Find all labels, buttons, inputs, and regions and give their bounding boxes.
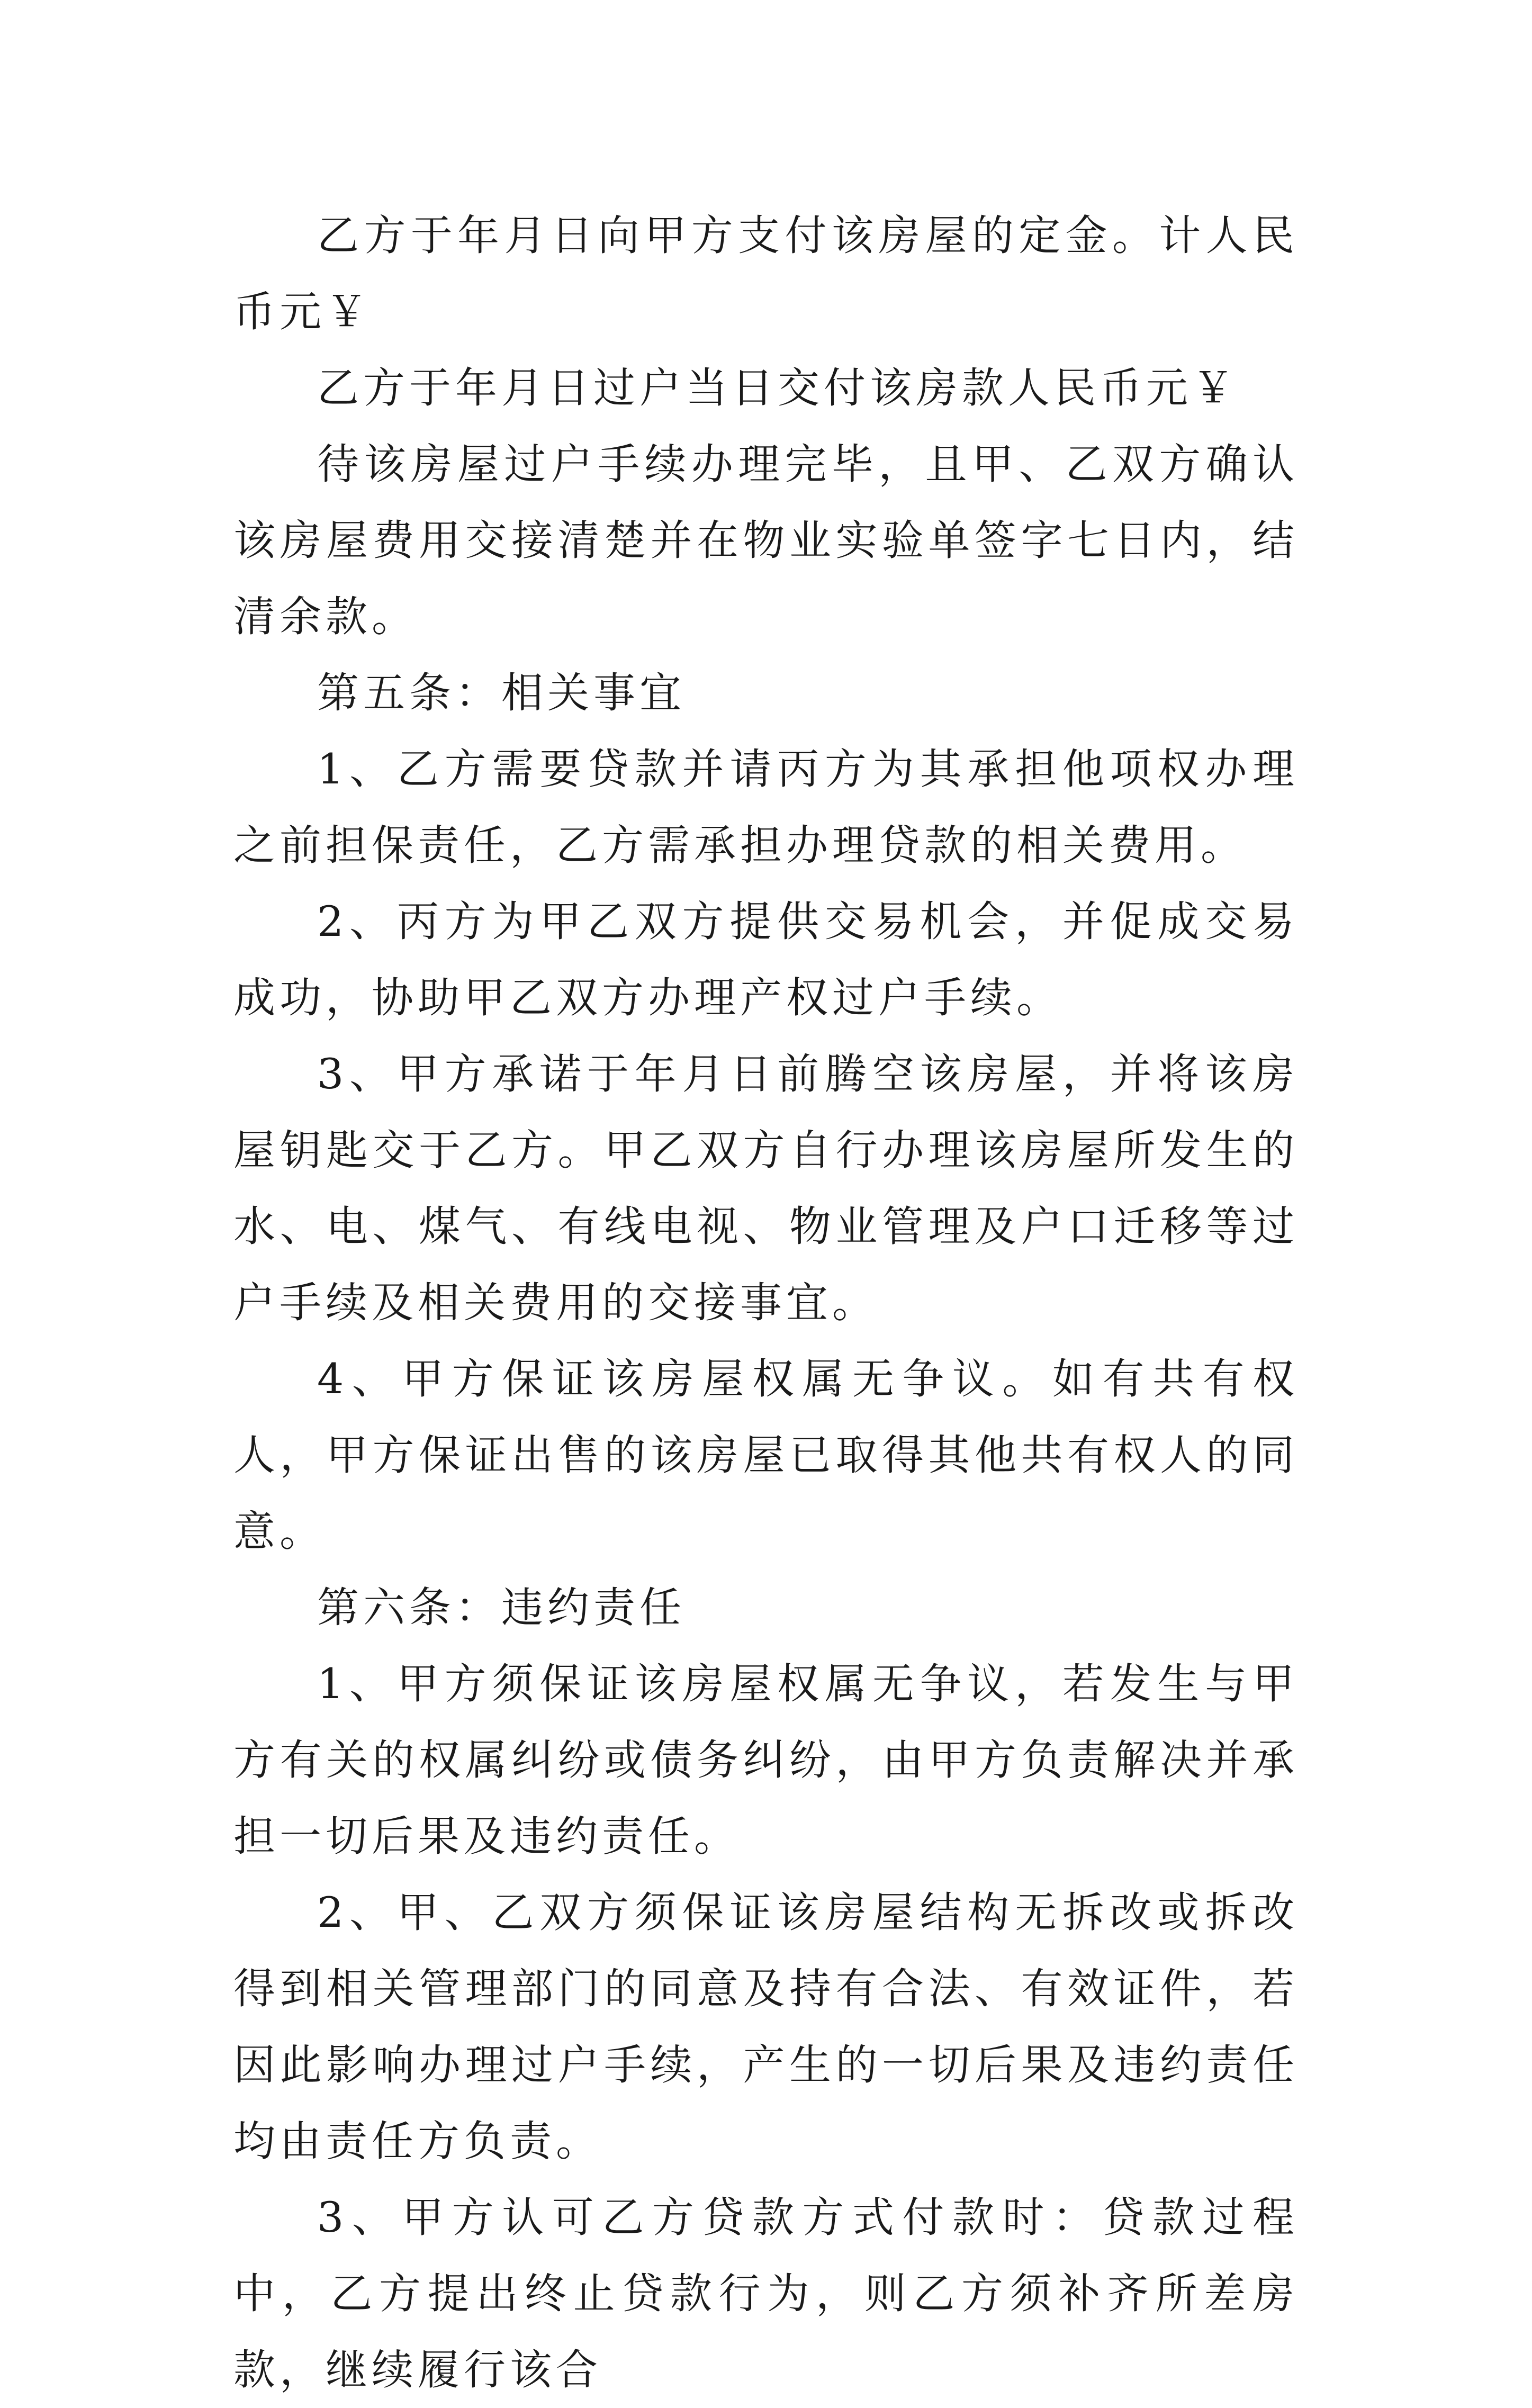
clause-6-3: 3、甲方认可乙方贷款方式付款时：贷款过程中，乙方提出终止贷款行为，则乙方须补齐所差房款，继续履行该合 [233, 2193, 1299, 2394]
document-body [233, 197, 1299, 2408]
paragraph-deposit: 乙方于年月日向甲方支付该房屋的定金。计人民币元￥ [233, 211, 1299, 336]
clause-5-4: 4、甲方保证该房屋权属无争议。如有共有权人，甲方保证出售的该房屋已取得其他共有权人的同意。 [233, 1355, 1299, 1556]
clause-5-3: 3、甲方承诺于年月日前腾空该房屋，并将该房屋钥匙交于乙方。甲乙双方自行办理该房屋所发生的水、电、煤气、有线电视、物业管理及户口迁移等过户手续及相关费用的交接事宜。 [233, 1050, 1299, 1327]
section-heading-article-5: 第五条：相关事宜 [317, 669, 686, 717]
clause-5-1: 1、乙方需要贷款并请丙方为其承担他项权办理之前担保责任，乙方需承担办理贷款的相关费用。 [233, 745, 1299, 870]
section-heading-article-6: 第六条：违约责任 [317, 1583, 686, 1632]
paragraph-transfer-payment: 乙方于年月日过户当日交付该房款人民币元￥ [317, 364, 1238, 412]
paragraph-balance-settlement: 待该房屋过户手续办理完毕，且甲、乙双方确认该房屋费用交接清楚并在物业实验单签字七日内，结清余款。 [233, 440, 1299, 641]
clause-6-2: 2、甲、乙双方须保证该房屋结构无拆改或拆改得到相关管理部门的同意及持有合法、有效证件，若因此影响办理过户手续，产生的一切后果及违约责任均由责任方负责。 [233, 1888, 1299, 2166]
clause-6-1: 1、甲方须保证该房屋权属无争议，若发生与甲方有关的权属纠纷或债务纠纷，由甲方负责解决并承担一切后果及违约责任。 [233, 1660, 1299, 1861]
clause-5-2: 2、丙方为甲乙双方提供交易机会，并促成交易成功，协助甲乙双方办理产权过户手续。 [233, 897, 1299, 1022]
